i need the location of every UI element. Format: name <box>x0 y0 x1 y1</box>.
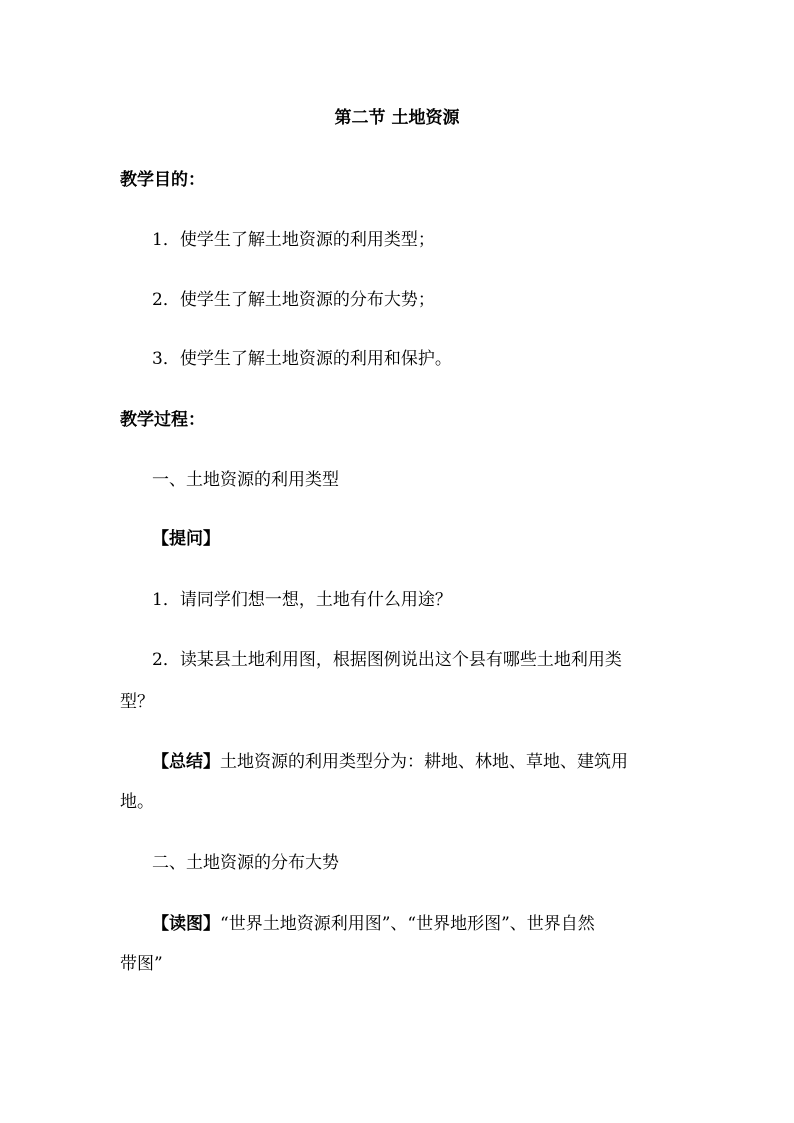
objective-item-1: 1．使学生了解土地资源的利用类型； <box>152 230 435 250</box>
question-2-line-2: 型？ <box>120 692 154 712</box>
question-1: 1．请同学们想一想，土地有什么用途？ <box>152 590 452 610</box>
objective-item-3: 3．使学生了解土地资源的利用和保护。 <box>152 349 452 369</box>
question-label: 【提问】 <box>152 529 220 549</box>
section1-title: 一、土地资源的利用类型 <box>152 470 339 490</box>
summary-text-line-1: 土地资源的利用类型分为：耕地、林地、草地、建筑用 <box>220 752 628 772</box>
read-label: 【读图】 <box>152 914 220 934</box>
summary-paragraph-line-1 <box>152 750 628 774</box>
question-2-line-1: 2．读某县土地利用图，根据图例说出这个县有哪些土地利用类 <box>152 650 622 670</box>
section2-title: 二、土地资源的分布大势 <box>152 853 339 873</box>
summary-text-line-2: 地。 <box>120 792 154 812</box>
read-text-line-1: “世界土地资源利用图”、“世界地形图”、世界自然 <box>220 914 595 934</box>
summary-label: 【总结】 <box>152 752 220 772</box>
page-title: 第二节 土地资源 <box>334 108 460 128</box>
objective-item-2: 2．使学生了解土地资源的分布大势； <box>152 290 435 310</box>
read-paragraph-line-1 <box>152 912 595 936</box>
read-text-line-2: 带图” <box>120 954 163 974</box>
objectives-heading: 教学目的： <box>120 170 205 190</box>
process-heading: 教学过程： <box>120 410 205 430</box>
